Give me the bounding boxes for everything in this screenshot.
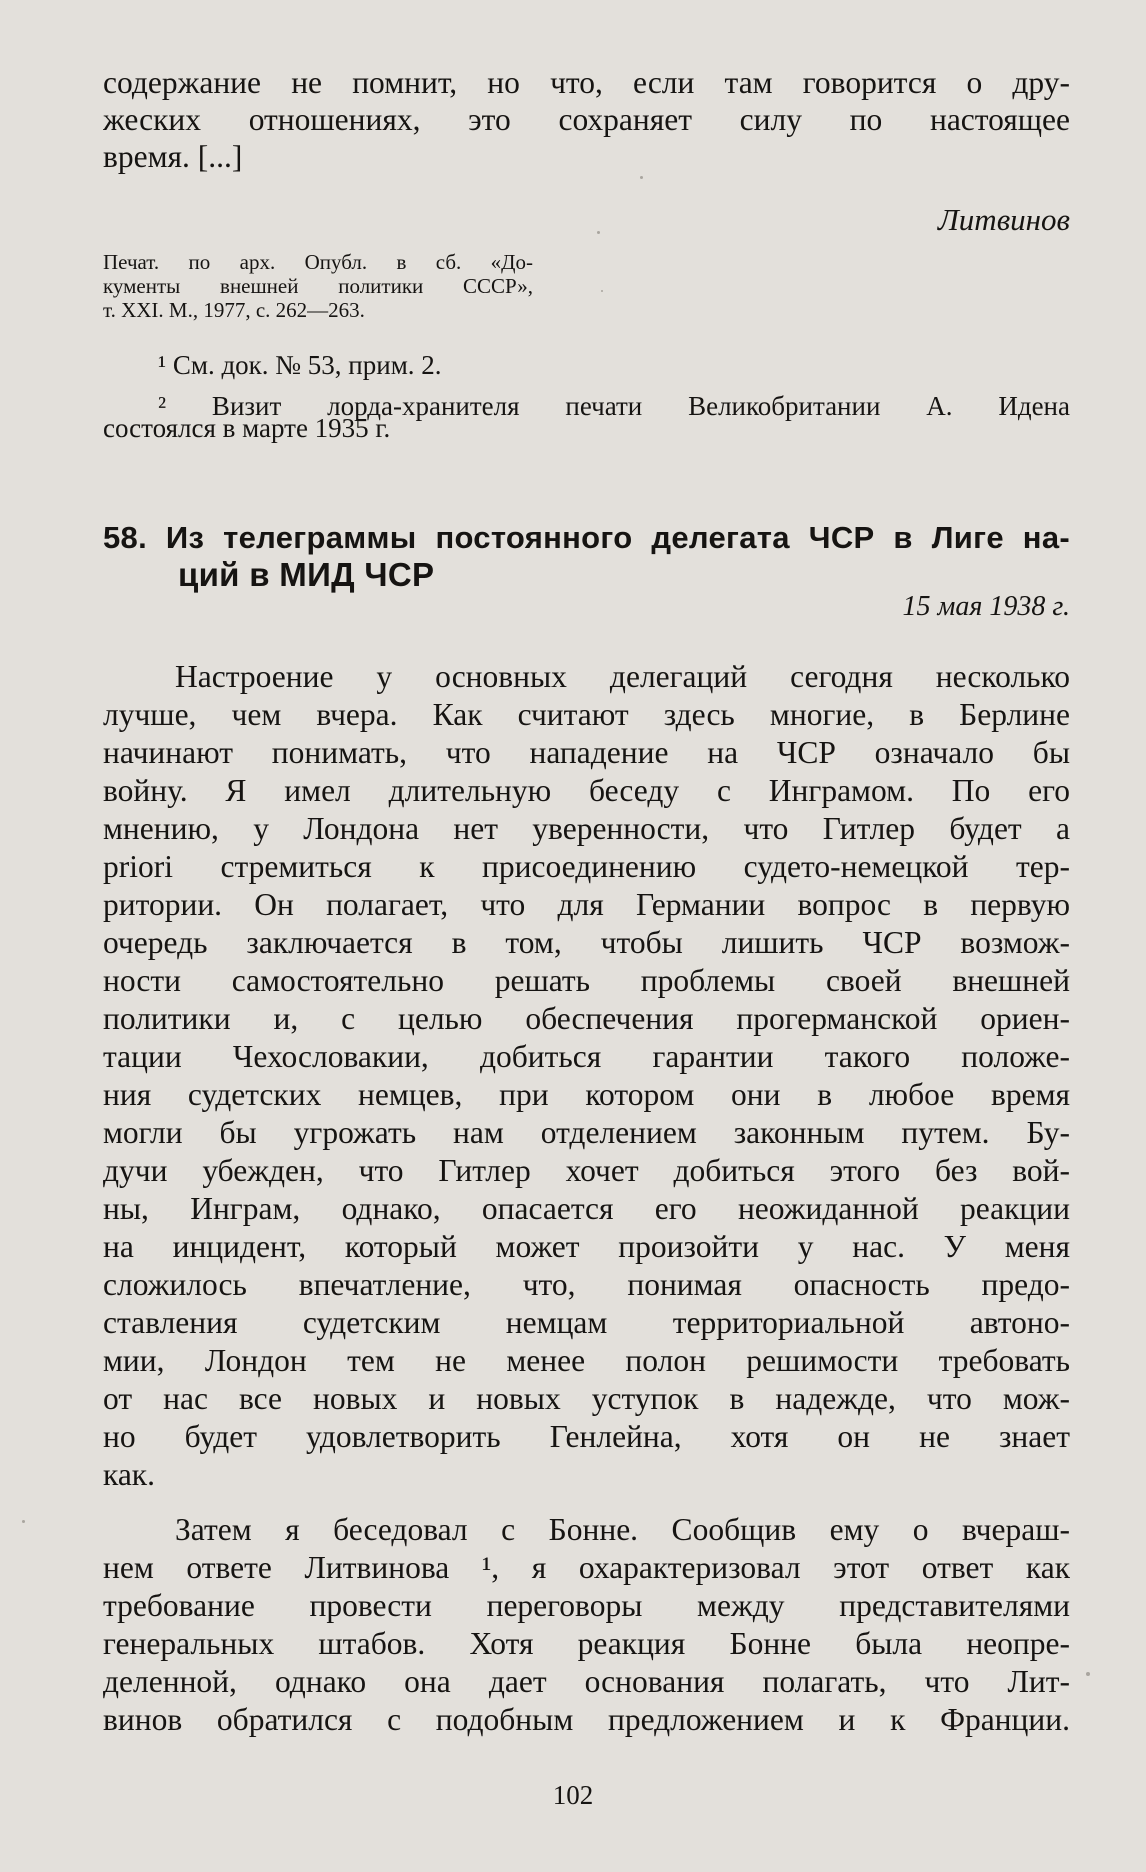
text-line: ния судетских немцев, при котором они в любое время <box>103 1077 1070 1112</box>
text-line: ставления судетским немцам территориальной автоно- <box>103 1305 1070 1340</box>
text-line: войну. Я имел длительную беседу с Инграмом. По его <box>103 773 1070 808</box>
print-speck <box>597 231 600 234</box>
text-line: ности самостоятельно решать проблемы своей внешней <box>103 963 1070 998</box>
text-line: ны, Инграм, однако, опасается его неожиданной реакции <box>103 1191 1070 1226</box>
source-line: т. XXI. М., 1977, с. 262—263. <box>103 298 365 322</box>
signature: Литвинов <box>937 202 1070 237</box>
text-line: жеских отношениях, это сохраняет силу по настоящее <box>103 102 1070 137</box>
text-line: Настроение у основных делегаций сегодня несколько <box>175 659 1070 694</box>
print-speck <box>22 1520 25 1523</box>
text-line: деленной, однако она дает основания полагать, что Лит- <box>103 1664 1070 1699</box>
text-line: мии, Лондон тем не менее полон решимости требовать <box>103 1343 1070 1378</box>
text-line: винов обратился с подобным предложением и к Франции. <box>103 1702 1070 1737</box>
text-line: тации Чехословакии, добиться гарантии такого положе- <box>103 1039 1070 1074</box>
text-line: время. [...] <box>103 139 243 174</box>
footnote-2-cont: состоялся в марте 1935 г. <box>103 413 391 443</box>
source-line: кументы внешней политики СССР», <box>103 274 533 298</box>
text-line: Затем я беседовал с Бонне. Сообщив ему о вчераш- <box>175 1512 1070 1547</box>
text-line: очередь заключается в том, чтобы лишить ЧСР возмож- <box>103 925 1070 960</box>
text-line: но будет удовлетворить Генлейна, хотя он не знает <box>103 1419 1070 1454</box>
print-speck <box>640 176 643 179</box>
text-line: политики и, с целью обеспечения прогерманской ориен- <box>103 1001 1070 1036</box>
text-line: генеральных штабов. Хотя реакция Бонне была неопре- <box>103 1626 1070 1661</box>
text-line: требование провести переговоры между представителями <box>103 1588 1070 1623</box>
footnote-2: ² Визит лорда-хранителя печати Великобритании А. Идена <box>158 391 1070 421</box>
print-speck <box>1086 1672 1090 1676</box>
text-line: priori стремиться к присоединению судето-немецкой тер- <box>103 849 1070 884</box>
text-line: сложилось впечатление, что, понимая опасность предо- <box>103 1267 1070 1302</box>
heading-line: 58. Из телеграммы постоянного делегата ЧСР в Лиге на- <box>103 520 1070 555</box>
page-number: 102 <box>552 1780 594 1810</box>
text-line: содержание не помнит, но что, если там говорится о дру- <box>103 65 1070 100</box>
footnote-1: ¹ См. док. № 53, прим. 2. <box>158 350 442 380</box>
source-line: Печат. по арх. Опубл. в сб. «До- <box>103 250 533 274</box>
document-date: 15 мая 1938 г. <box>902 591 1070 622</box>
text-line: на инцидент, который может произойти у нас. У меня <box>103 1229 1070 1264</box>
text-line: начинают понимать, что нападение на ЧСР означало бы <box>103 735 1070 770</box>
print-speck <box>601 290 603 292</box>
text-line: мнению, у Лондона нет уверенности, что Гитлер будет a <box>103 811 1070 846</box>
text-line: от нас все новых и новых уступок в надежде, что мож- <box>103 1381 1070 1416</box>
heading-line: ций в МИД ЧСР <box>178 556 435 593</box>
text-line: нем ответе Литвинова ¹, я охарактеризовал этот ответ как <box>103 1550 1070 1585</box>
text-line: могли бы угрожать нам отделением законным путем. Бу- <box>103 1115 1070 1150</box>
text-line: ритории. Он полагает, что для Германии вопрос в первую <box>103 887 1070 922</box>
text-line: как. <box>103 1457 155 1492</box>
text-line: лучше, чем вчера. Как считают здесь многие, в Берлине <box>103 697 1070 732</box>
text-line: дучи убежден, что Гитлер хочет добиться этого без вой- <box>103 1153 1070 1188</box>
